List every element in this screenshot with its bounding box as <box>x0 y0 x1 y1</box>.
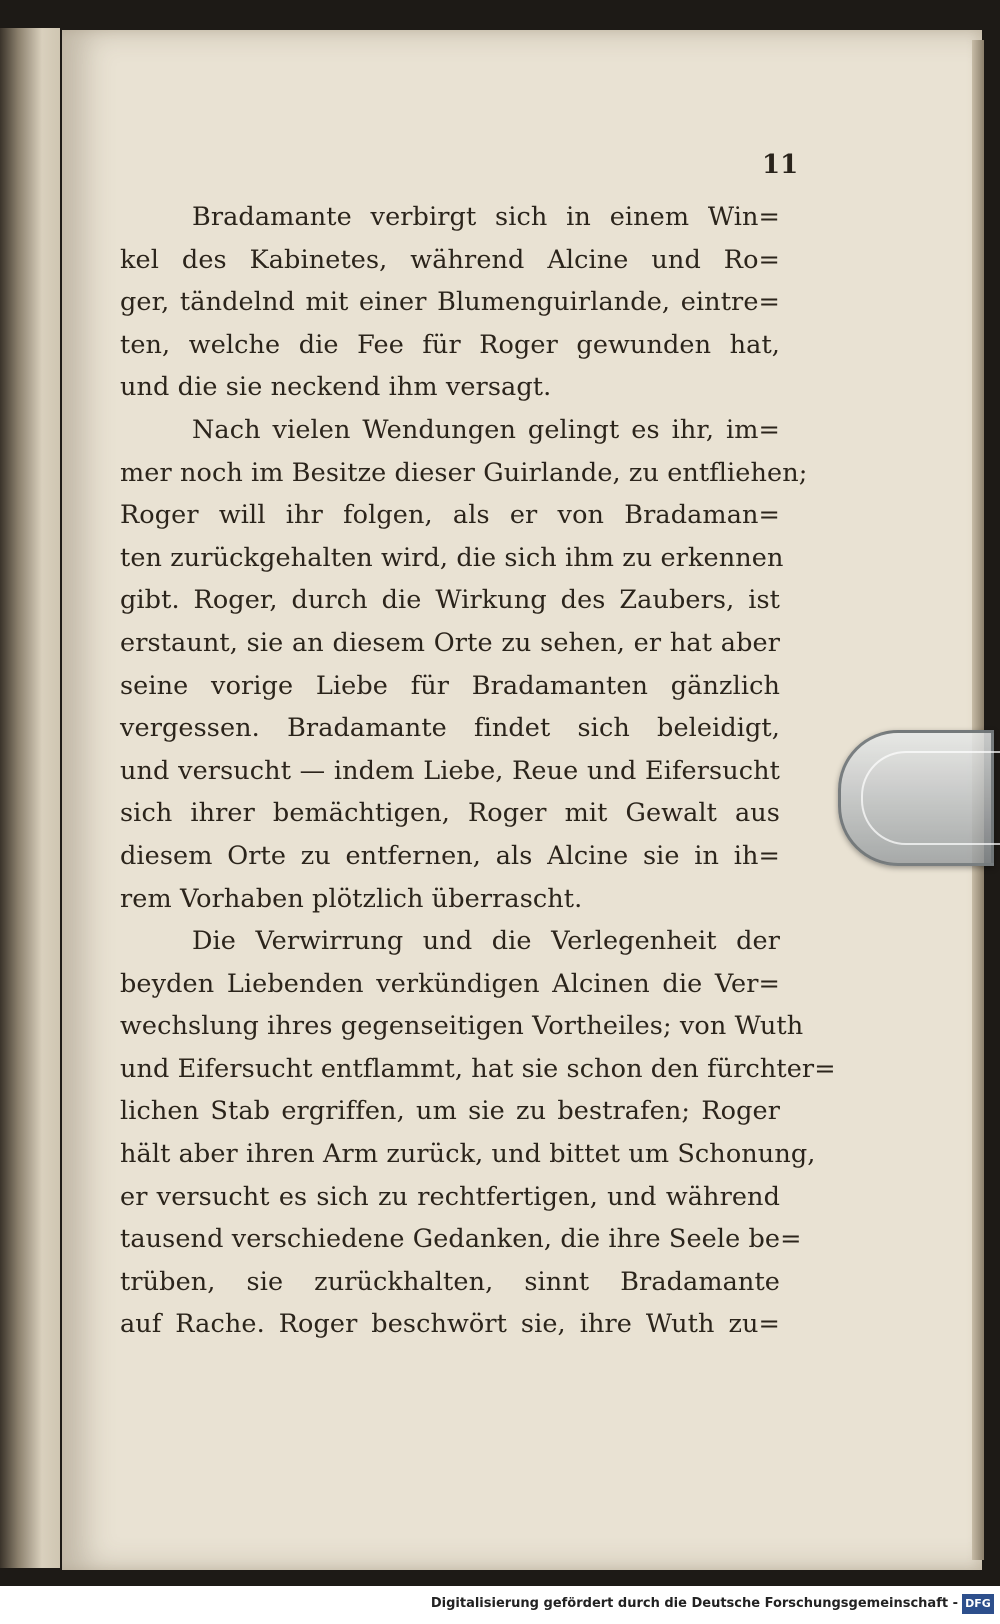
text-line: tausend verschiedene Gedanken, die ihre Seele be= <box>120 1224 802 1255</box>
text-line: gibt. Roger, durch die Wirkung des Zaubers, ist <box>120 585 780 616</box>
text-line: trüben, sie zurückhalten, sinnt Bradamante <box>120 1266 780 1297</box>
footer-credit: Digitalisierung gefördert durch die Deutsche Forschungsgemeinschaft - <box>430 1596 958 1611</box>
text-line: mer noch im Besitze dieser Guirlande, zu entfliehen; <box>120 457 808 488</box>
text-line: er versucht es sich zu rechtfertigen, und während <box>120 1181 780 1212</box>
text-line: ten, welche die Fee für Roger gewunden hat, <box>120 329 780 360</box>
footer-bar <box>0 1586 1000 1624</box>
text-line: Bradamante verbirgt sich in einem Win= <box>192 202 780 232</box>
text-line: rem Vorhaben plötzlich überrascht. <box>120 883 583 914</box>
text-line: erstaunt, sie an diesem Orte zu sehen, er hat aber <box>120 627 780 658</box>
text-line: und die sie neckend ihm versagt. <box>120 372 552 403</box>
text-line: wechslung ihres gegenseitigen Vortheiles; von Wuth <box>120 1011 804 1042</box>
text-line: beyden Liebenden verkündigen Alcinen die Ver= <box>120 968 780 999</box>
text-line: Roger will ihr folgen, als er von Bradaman= <box>120 500 780 531</box>
text-line: ger, tändelnd mit einer Blumenguirlande, eintre= <box>120 287 780 318</box>
text-line: und Eifersucht entflammt, hat sie schon den fürchter= <box>120 1053 836 1084</box>
page-number: 11 <box>762 150 799 180</box>
page-clip <box>838 730 994 866</box>
text-line: sich ihrer bemächtigen, Roger mit Gewalt aus <box>120 798 780 829</box>
text-line: lichen Stab ergriffen, um sie zu bestrafen; Roger <box>120 1096 780 1127</box>
text-line: diesem Orte zu entfernen, als Alcine sie in ih= <box>120 840 780 871</box>
text-line: seine vorige Liebe für Bradamanten gänzlich <box>120 670 780 701</box>
text-line: hält aber ihren Arm zurück, und bittet um Schonung, <box>120 1139 816 1170</box>
page-clip-inner <box>861 751 1000 845</box>
text-line: Die Verwirrung und die Verlegenheit der <box>192 926 780 957</box>
text-line: ten zurückgehalten wird, die sich ihm zu erkennen <box>120 542 784 573</box>
text-line: auf Rache. Roger beschwört sie, ihre Wuth zu= <box>120 1309 780 1340</box>
text-line: und versucht — indem Liebe, Reue und Eifersucht <box>120 755 780 786</box>
left-page-edge <box>0 28 60 1568</box>
body-text <box>120 196 836 1346</box>
dfg-logo: DFG <box>962 1594 994 1614</box>
text-line: kel des Kabinetes, während Alcine und Ro= <box>120 244 780 275</box>
text-line: Nach vielen Wendungen gelingt es ihr, im= <box>192 414 780 445</box>
text-line: vergessen. Bradamante findet sich beleidigt, <box>120 713 780 744</box>
